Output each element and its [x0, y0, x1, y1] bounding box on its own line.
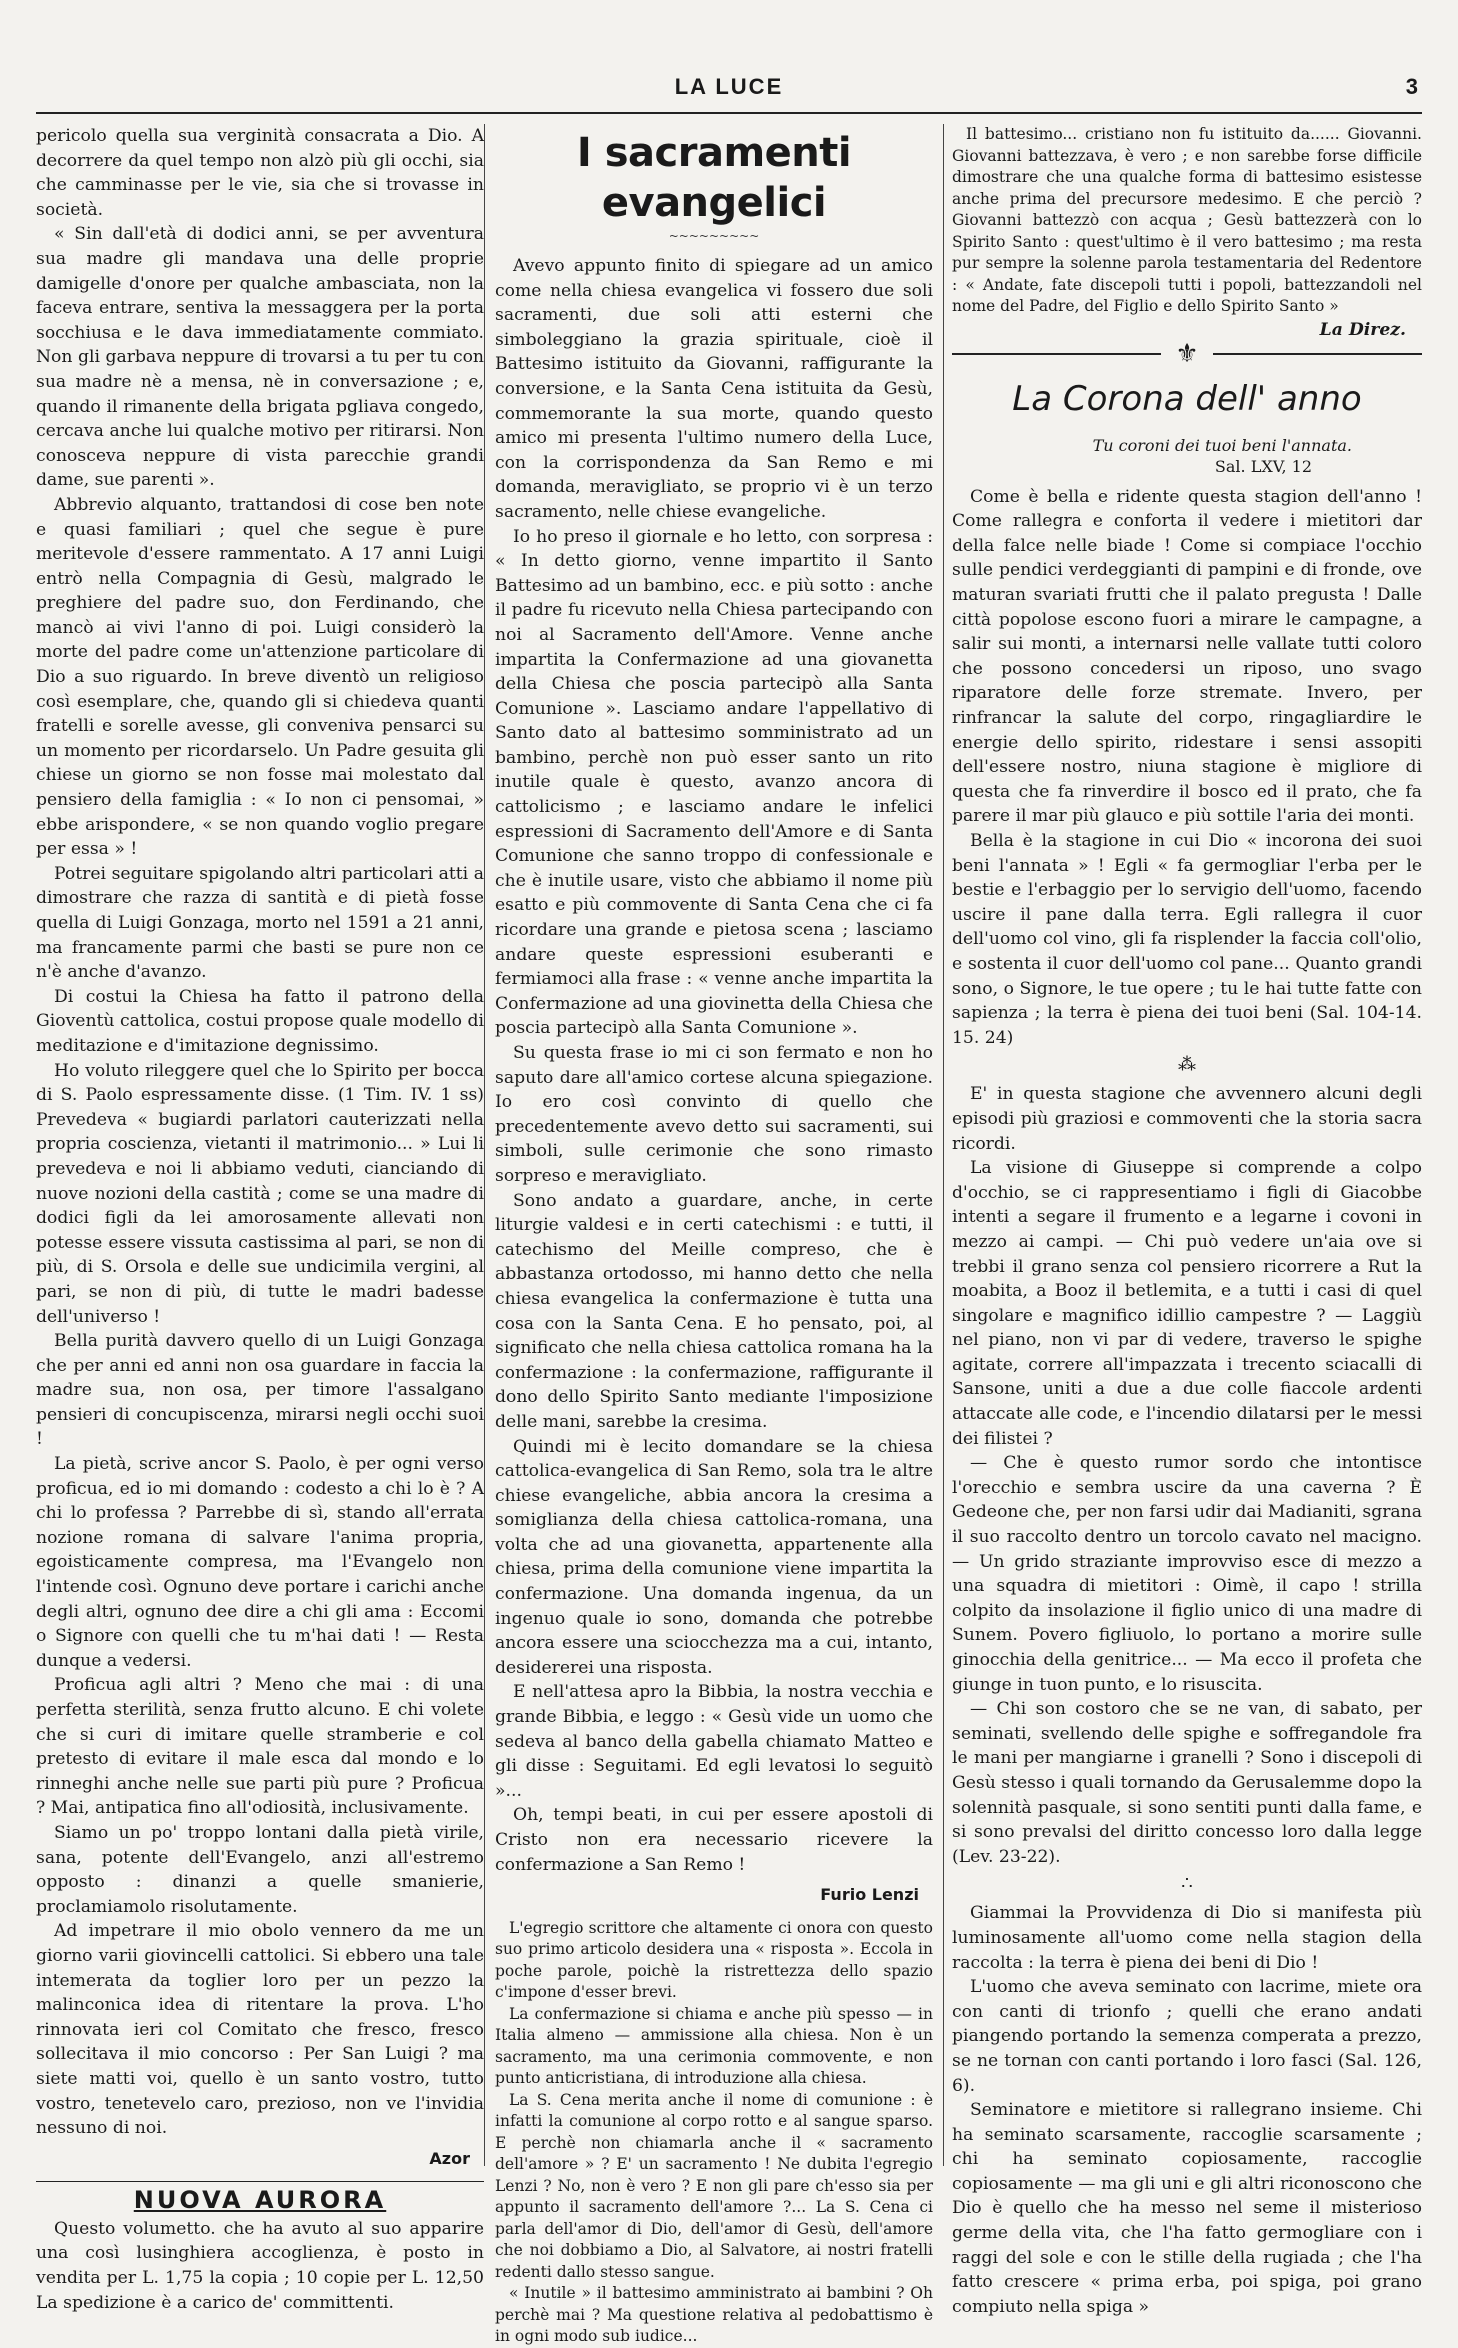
paragraph: Sono andato a guardare, anche, in certe liturgie valdesi e in certi catechismi : e tutti, il catechismo del Meille compreso, che è abbastanza ortodosso, mi hanno detto che nella chiesa evangelica la confermazione è tutta una cosa con la Santa Cena. E ho pensato, poi, al significato che nella chiesa cattolica romana ha la confermazione : la confermazione, raffigurante il dono dello Spirito Santo mediante l'imposizione delle mani, sarebbe la cresima.	[495, 1190, 933, 1432]
note-signature: La Direz.	[1319, 319, 1406, 340]
paragraph: Giammai la Provvidenza di Dio si manifesta più luminosamente all'uomo come nella stagion della raccolta : la terra è piena dei beni di Dio !	[952, 1903, 1422, 1973]
paragraph: « Sin dall'età di dodici anni, se per avventura sua madre gli mandava una delle proprie damigelle d'onore per qualche ambasciata, non la faceva entrare, sentiva la messaggera per la porta socchiusa e le dava immediatamente commiato. Non gli garbava neppure di trovarsi a tu per tu con sua madre nè a mensa, nè in conversazione ; e, quando il rimanente della brigata pgliava congedo, cercava anche lui qualche motivo per ritirarsi. Non conosceva neppure di vista parecchie grandi dame, sue parenti ».	[36, 224, 484, 491]
note-paragraph: Il battesimo... cristiano non fu istituito da...... Giovanni. Giovanni battezzava, è vero ; e non sarebbe forse difficile dimostrare che una qualche forma di battesimo esistesse anche prima del precursore medesimo. E che perciò ? Giovanni battezzò con acqua ; Gesù battezzerà con lo Spirito Santo : quest'ultimo è il vero battesimo ; ma resta pur sempre la solenne parola testamentaria del Redentore : « Andate, fate discepoli tutti i popoli, battezzandoli nel nome del Padre, del Figlio e dello Spirito Santo »	[952, 125, 1422, 315]
paragraph: pericolo quella sua verginità consacrata a Dio. A decorrere da quel tempo non alzò più gli occhi, sia che camminasse per le vie, sia che si trovasse in società.	[36, 126, 484, 220]
paragraph: Proficua agli altri ? Meno che mai : di una perfetta sterilità, senza frutto alcuno. E chi volete che si curi di imitare quelle stramberie e col pretesto di evitare il male esca dal mondo e lo rinneghi anche nelle sue parti più pure ? Proficua ? Mai, antipatica fino all'odiosità, inclusivamente.	[36, 1675, 484, 1819]
headline-ornament: ~~~~~~~~~	[668, 229, 760, 243]
divider-line	[952, 353, 1161, 355]
paragraph: Ho voluto rileggere quel che lo Spirito per bocca di S. Paolo espressamente disse. (1 Tim. IV. 1 ss) Prevedeva « bugiardi parlatori cauterizzati nella propria coscienza, vietanti il matrimonio... » Lui li prevedeva e noi li abbiamo veduti, cianciando di nuove nozioni della castità ; come se una madre di dodici figli da lei amorosamente allevati non potesse essere vissuta castissima al pari, se non di più, di S. Orsola e delle sue undicimila vergini, al pari, se non di più, di tutte le madri badesse dell'universo !	[36, 1060, 484, 1327]
paragraph: Siamo un po' troppo lontani dalla pietà virile, sana, potente dell'Evangelo, anzi all'estremo opposto : dinanzi a quelle smanierie, proclamiamolo risolutamente.	[36, 1822, 484, 1917]
paragraph: Come è bella e ridente questa stagion dell'anno ! Come rallegra e conforta il vedere i mietitori dar della falce nelle biade ! Come si compiace l'occhio sulle pendici verdeggianti di pampini e di fronde, ove maturan svariati frutti che il palato pregusta ! Dalle città popolose escono fuori a mirare le campagne, a salir sui monti, a internarsi nelle vallate tutti coloro che possono concedersi un riposo, uno svago riparatore delle forze stremate. Invero, per rinfrancar la salute del corpo, ringagliardire le energie dello spirito, ridestare i sensi assopiti dell'essere nostro, niuna stagione è migliore di questa che fa rinverdire il bosco ed il prato, che fa parere il mar più glauco e più sottile l'aria dei monti.	[952, 486, 1422, 827]
column-1	[36, 124, 484, 2313]
paragraph: Bella purità davvero quello di un Luigi Gonzaga che per anni ed anni non osa guardare in faccia la madre sua, non osa, per timore l'assalgano pensieri di concupiscenza, mirarsi negli occhi suoi !	[36, 1331, 484, 1450]
paragraph: L'uomo che aveva seminato con lacrime, miete ora con canti di trionfo ; quelli che erano andati piangendo portando la semenza comperata a prezzo, se ne tornan con canti portando i loro fasci (Sal. 126, 6).	[952, 1977, 1422, 2096]
note-paragraph: La confermazione si chiama e anche più spesso — in Italia almeno — ammissione alla chiesa. Non è un sacramento, ma una cerimonia commovente, e non punto anticristiana, di introduzione alla chiesa.	[495, 2004, 933, 2088]
paragraph: Quindi mi è lecito domandare se la chiesa cattolica-evangelica di San Remo, sola tra le altre chiese evangeliche, abbia ancora la cresima a somiglianza della chiesa cattolica-romana, una volta che ad una giovanetta, appartenente alla chiesa, prima della comunione viene impartita la confermazione. Una domanda ingenua, da un ingenuo quale io sono, domanda che potrebbe ancora essere una sciocchezza ma a cui, intanto, desidererei una risposta.	[495, 1436, 933, 1678]
nuova-aurora-heading: NUOVA AURORA	[133, 2186, 387, 2215]
epigraph-reference: Sal. LXV, 12	[1214, 456, 1312, 476]
article-headline: La Corona dell' anno	[1012, 378, 1362, 419]
divider-line	[1213, 353, 1422, 355]
note-paragraph: La S. Cena merita anche il nome di comunione : è infatti la comunione al corpo rotto e al sangue sparso. E perchè non chiamarla anche il « sacramento dell'amore » ? E' un sacramento ! Ne dubita l'egregio Lenzi ? No, non è vero ? E non gli pare ch'esso sia per appunto il sacramento dell'amore ?... La S. Cena ci parla dell'amor di Dio, dell'amor di Gesù, dell'amore che noi dobbiamo a Dio, al Salvatore, ai nostri fratelli redenti dallo stesso sangue.	[495, 2090, 933, 2281]
paragraph: Io ho preso il giornale e ho letto, con sorpresa : « In detto giorno, venne impartito il Santo Battesimo ad un bambino, ecc. e più sotto : anche il padre fu ricevuto nella Chiesa partecipando con noi al Sacramento dell'Amore. Venne anche impartita la Confermazione ad una giovanetta della Chiesa che poscia partecipò alla Santa Comunione ». Lasciamo andare l'appellativo di Santo dato al battesimo somministrato ad un bambino, perchè non può esser santo un rito inutile quale è questo, avanzo ancora di cattolicismo ; e lasciamo andare le infelici espressioni di Sacramento dell'Amore e di Santa Comunione che sanno troppo di confessionale e che è inutile usare, visto che abbiamo il nome più esatto e più commovente di Santa Cena che ci fa ricordare una grande e pietosa scena ; lasciamo andare queste espressioni esuberanti e fermiamoci alla frase : « venne anche impartita la Confermazione ad una giovinetta della Chiesa che poscia partecipò alla Santa Comunione ».	[495, 526, 934, 1039]
editor-note	[495, 1918, 933, 2348]
article-author: Furio Lenzi	[820, 1885, 919, 1905]
paragraph: Bella è la stagione in cui Dio « incorona dei suoi beni l'annata » ! Egli « fa germogliar l'erba per le bestie e l'erbaggio per lo servigio dell'uomo, facendo uscire il pane dalla terra. Egli rallegra il cuor dell'uomo col vino, gli fa risplender la faccia coll'olio, e sostenta il cuor dell'uomo col pane... Quanto grandi sono, o Signore, le tue opere ; tu le hai tutte fatte con sapienza ; la terra è piena dei tuoi beni (Sal. 104-14. 15. 24)	[952, 831, 1422, 1048]
nuova-aurora-text: Questo volumetto. che ha avuto al suo apparire una così lusinghiera accoglienza, è posto in vendita per L. 1,75 la copia ; 10 copie per L. 12,50 La spedizione è a carico de' committenti.	[36, 2218, 484, 2313]
paragraph: — Chi son costoro che se ne van, di sabato, per seminati, svellendo delle spighe e soffregandole fra le mani per mangiarne i granelli ? Sono i discepoli di Gesù stesso i quali tornando da Gerusalemme dopo la solennità pasquale, si sono sentiti punti dalla fame, e si sono prevalsi del diritto concesso loro dalla legge (Lev. 23-22).	[952, 1699, 1422, 1867]
fleuron-divider	[952, 339, 1422, 370]
paragraph: E nell'attesa apro la Bibbia, la nostra vecchia e grande Bibbia, e leggo : « Gesù vide un uomo che sedeva al banco della gabella chiamato Matteo e gli disse : Seguitami. Ed egli levatosi lo seguitò »...	[495, 1682, 933, 1801]
epigraph: Tu coroni dei tuoi beni l'annata.	[1092, 435, 1352, 455]
running-header	[36, 72, 1422, 114]
paragraph: Abbrevio alquanto, trattandosi di cose ben note e quasi familiari ; quel che segue è pure meritevole d'essere rammentato. A 17 anni Luigi entrò nella Compagnia di Gesù, malgrado le preghiere del padre suo, don Ferdinando, che mancò ai vivi l'anno di poi. Luigi considerò la morte del padre come un'attenzione particolare di Dio a suo riguardo. In breve diventò un religioso così esemplare, che, quando gli si chiedeva quanti fratelli e sorelle avesse, gli conveniva pensarci su un momento per ricordarselo. Un Padre gesuita gli chiese un giorno se non fosse mai molestato dal pensiero della famiglia : « Io non ci pensomai, » ebbe arispondere, « se non quando voglio pregare per essa » !	[36, 494, 484, 860]
paragraph: Oh, tempi beati, in cui per essere apostoli di Cristo non era necessario ricevere la confermazione a San Remo !	[495, 1805, 933, 1875]
article-signature: Azor	[429, 2148, 470, 2168]
paragraph: Ad impetrare il mio obolo vennero da me un giorno varii giovincelli cattolici. Si ebbero una tale intemerata da toglier loro per un pezzo la malinconica idea di ritentare la prova. L'ho rinnovata ieri col Comitato che fresco, fresco sollecitava il mio concorso : Per San Luigi ? ma siete matti voi, quello è un santo vostro, tutto vostro, tenetevelo caro, prezioso, non ve l'invidia nessuno di noi.	[36, 1921, 484, 2139]
column-3	[952, 124, 1422, 2317]
dots-separator: ∴	[1181, 1873, 1193, 1895]
paragraph: — Che è questo rumor sordo che intontisce l'orecchio e sembra uscire da una caverna ? È Gedeone che, per non farsi udir dai Madianiti, sgrana il suo raccolto dentro un torcolo cavato nel macigno.— Un grido straziante improvviso esce di mezzo a una squadra di mietitori : Oimè, il capo ! strilla colpito da insolazione il figlio unico di una madre di Sunem. Povero figliuolo, lo portano a morire sulle ginocchia della genitrice... — Ma ecco il profeta che giunge in tuon punto, e lo risuscita.	[952, 1453, 1422, 1695]
paragraph: Di costui la Chiesa ha fatto il patrono della Gioventù cattolica, costui propose quale modello di meditazione e d'imitazione degnissimo.	[36, 986, 484, 1056]
fleur-de-lis-icon: ⚜	[1175, 339, 1199, 370]
article-headline: I sacramenti evangelici	[576, 130, 852, 226]
asterism-separator: ⁂	[1178, 1054, 1196, 1076]
paragraph: La visione di Giuseppe si comprende a colpo d'occhio, se ci rappresentiamo i figli di Giacobbe intenti a segare il frumento e a legarne i covoni in mezzo ai campi. — Chi può vedere un'aia ove si trebbi il grano senza col pensiero ricorrere a Rut la moabita, a Booz il betlemita, e a tutti i casi di quel singolare e magnifico idillio campestre ? — Laggiù nel piano, non vi par di vedere, traverso le spighe agitate, correre all'impazzata i trecento sciacalli di Sansone, uniti a due a due colle fiaccole ardenti attaccate alle code, e l'incendio dilatarsi per le messi dei filistei ?	[952, 1158, 1422, 1449]
paragraph: E' in questa stagione che avvennero alcuni degli episodi più graziosi e commoventi che la storia sacra ricordi.	[952, 1084, 1422, 1154]
paragraph: Avevo appunto finito di spiegare ad un amico come nella chiesa evangelica vi fossero due soli sacramenti, due soli atti esterni che simboleggiano la grazia spirituale, cioè il Battesimo istituito da Giovanni, raffigurante la conversione, e la Santa Cena istituita da Gesù, commemorante la sua morte, quando questo amico mi presenta l'ultimo numero della Luce, con la corrispondenza da San Remo e mi domanda, meravigliato, se proprio vi è un terzo sacramento, nelle chiese evangeliche.	[495, 256, 933, 522]
paragraph: La pietà, scrive ancor S. Paolo, è per ogni verso proficua, ed io mi domando : codesto a chi lo è ? A chi lo professa ? Parrebbe di sì, stando all'errata nozione romana di salvare l'anima propria, egoisticamente compresa, ma l'Evangelo non l'intende così. Ognuno deve portare i carichi anche degli altri, ognuno dee dire a chi gli ama : Eccomi o Signore con quelli che tu m'hai dati ! — Resta dunque a vedersi.	[36, 1454, 484, 1671]
section-divider	[36, 2181, 484, 2182]
paragraph: Su questa frase io mi ci son fermato e non ho saputo dare all'amico cortese alcuna spiegazione. Io ero così convinto di quello che precedentemente avevo detto sui sacramenti, sui simboli, sulle cerimonie che sono rimasto sorpreso e meravigliato.	[495, 1043, 933, 1186]
paragraph: Potrei seguitare spigolando altri particolari atti a dimostrare che razza di santità e di pietà fosse quella di Luigi Gonzaga, morto nel 1591 a 21 anni, ma francamente parmi che basti se pure non ce n'è anche d'avanzo.	[36, 863, 484, 983]
paragraph: Seminatore e mietitore si rallegrano insieme. Chi ha seminato scarsamente, raccoglie scarsamente ; chi ha seminato copiosamente, raccoglie copiosamente — ma gli uni e gli altri riconoscono che Dio è quello che ha messo nel seme il misterioso germe della vita, che l'ha fatto germogliare con i raggi del sole e con le stille della rugiada ; che l'ha fatto crescere « prima erba, poi spiga, poi grano compiuto nella spiga »	[952, 2100, 1422, 2317]
page-number: 3	[1405, 74, 1418, 99]
note-paragraph: « Inutile » il battesimo amministrato ai bambini ? Oh perchè mai ? Ma questione relativa al pedobattismo è in ogni modo sub iudice...	[495, 2284, 933, 2346]
column-2	[484, 124, 944, 2346]
newspaper-title: LA LUCE	[674, 74, 784, 99]
continued-note	[952, 124, 1422, 318]
note-paragraph: L'egregio scrittore che altamente ci onora con questo suo primo articolo desidera una « risposta ». Eccola in poche parole, poichè la ristrettezza dello spazio c'impone d'esser brevi.	[495, 1918, 933, 2002]
